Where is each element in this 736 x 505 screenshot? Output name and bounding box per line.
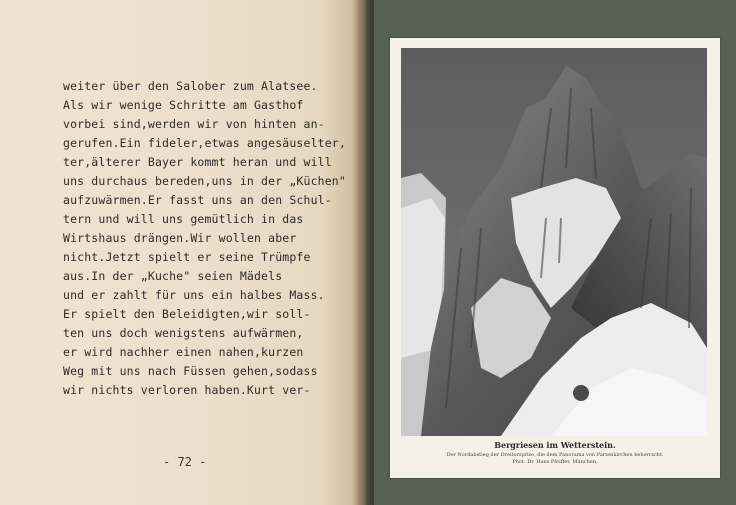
mountain-photograph (401, 48, 707, 436)
book-gutter (352, 0, 374, 505)
text-line: gerufen.Ein fideler,etwas angesäuselter, (63, 136, 346, 150)
plate-caption (390, 452, 720, 466)
text-line: er wird nachher einen nahen,kurzen (63, 345, 304, 359)
text-line: nicht.Jetzt spielt er seine Trümpfe (63, 250, 311, 264)
text-line: aufzuwärmen.Er fasst uns an den Schul- (63, 193, 332, 207)
left-page (0, 0, 366, 505)
text-line: ten uns doch wenigstens aufwärmen, (63, 326, 304, 340)
mountain-illustration (401, 48, 707, 436)
text-line: wir nichts verloren haben.Kurt ver- (63, 383, 311, 397)
text-line: Weg mit uns nach Füssen gehen,sodass (63, 364, 318, 378)
plate-photo-credit: Phot. Dr. Hans Pfeiffer, München. (512, 459, 598, 465)
plate-caption-subtitle: Der Nordabstieg der Dreitorspitze, die dem Panorama von Partenkirchen beherrscht. (446, 452, 664, 458)
typewritten-text (63, 77, 363, 400)
text-line: weiter über den Salober zum Alatsee. (63, 79, 318, 93)
text-line: aus.In der „Kuche" seien Mädels (63, 269, 283, 283)
plate-caption-title: Bergriesen im Wetterstein. (494, 440, 616, 450)
text-line: Er spielt den Beleidigten,wir soll- (63, 307, 311, 321)
page-number: - 72 - (163, 455, 207, 469)
text-line: tern und will uns gemütlich in das (63, 212, 304, 226)
text-line: Als wir wenige Schritte am Gasthof (63, 98, 304, 112)
text-line: ter,älterer Bayer kommt heran und will (63, 155, 332, 169)
text-line: Wirtshaus drängen.Wir wollen aber (63, 231, 297, 245)
text-line: vorbei sind,werden wir von hinten an- (63, 117, 325, 131)
text-line: uns durchaus bereden,uns in der „Küchen" (63, 174, 346, 188)
text-line: und er zahlt für uns ein halbes Mass. (63, 288, 325, 302)
